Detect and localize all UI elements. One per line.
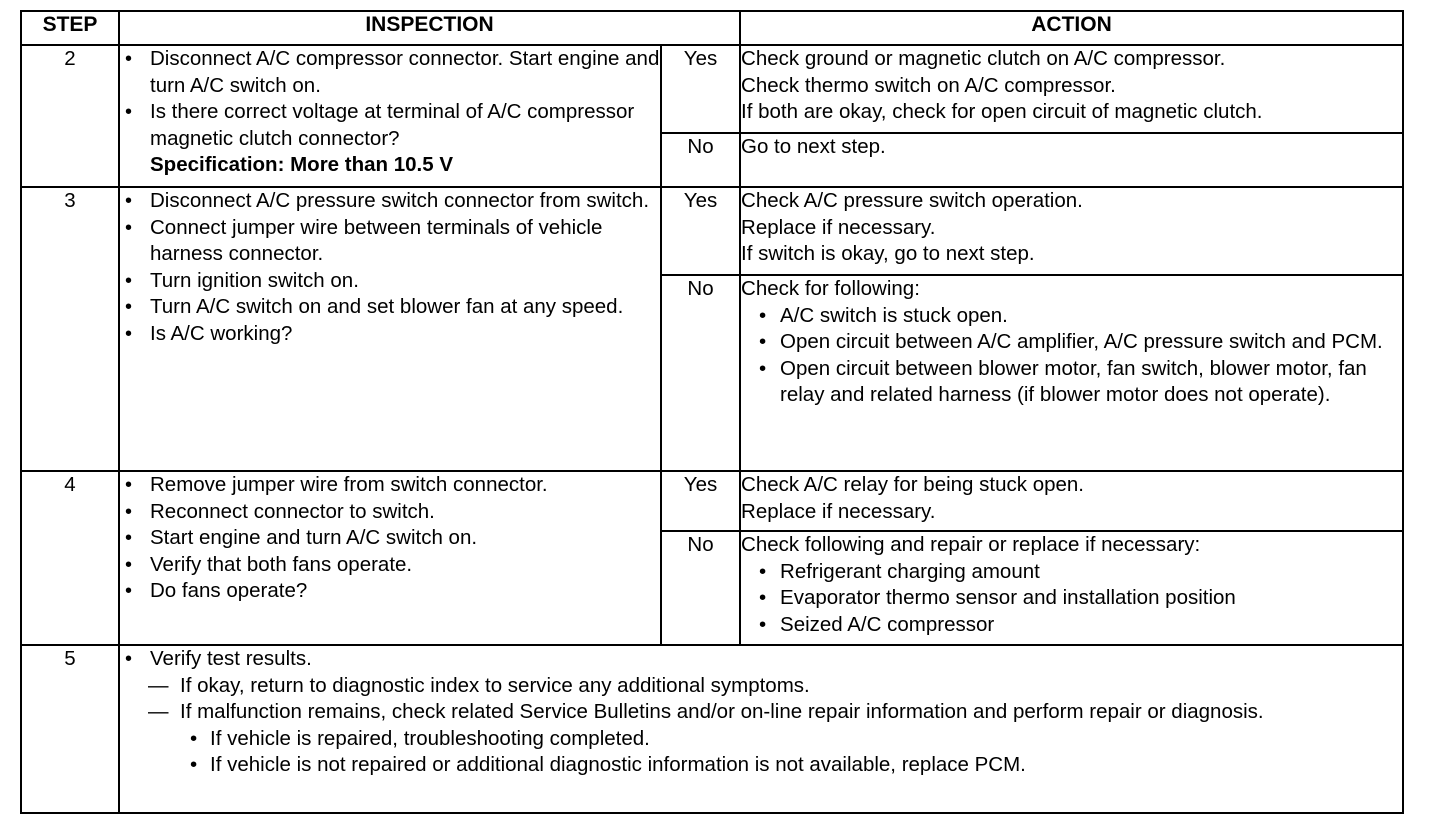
list-item: • Open circuit between A/C amplifier, A/C pressure switch and PCM. (753, 329, 1402, 356)
action-line: If switch is okay, go to next step. (741, 242, 1035, 265)
step-number: 4 (21, 471, 119, 645)
header-step: STEP (21, 11, 119, 45)
list-item: • If vehicle is not repaired or additional diagnostic information is not available, replace PCM. (180, 752, 1402, 779)
no-action (740, 275, 1403, 471)
action-line: Go to next step. (741, 135, 886, 158)
specification: Specification: More than 10.5 V (150, 153, 454, 176)
action-line: Check ground or magnetic clutch on A/C compressor. (741, 47, 1226, 70)
yes-label: Yes (661, 471, 740, 531)
list-item: • Reconnect connector to switch. (120, 499, 660, 526)
inspection-cell (119, 645, 1403, 813)
action-line: Check thermo switch on A/C compressor. (741, 73, 1116, 97)
header-inspection: INSPECTION (119, 11, 740, 45)
list-item: • Start engine and turn A/C switch on. (120, 525, 660, 552)
yes-action (740, 471, 1403, 531)
list-item: • Open circuit between blower motor, fan switch, blower motor, fan relay and related harness (if blower motor does not operate). (753, 356, 1402, 409)
no-label: No (661, 531, 740, 645)
action-line: Replace if necessary. (741, 215, 936, 239)
no-label: No (661, 275, 740, 471)
no-action (740, 531, 1403, 645)
list-item: • Evaporator thermo sensor and installation position (753, 585, 1402, 612)
action-line: Replace if necessary. (741, 499, 936, 523)
list-item: • Do fans operate? (120, 578, 660, 605)
header-action: ACTION (740, 11, 1403, 45)
step-number: 5 (21, 645, 119, 813)
inspection-cell (119, 187, 661, 471)
step-number: 2 (21, 45, 119, 187)
list-item: • Is A/C working? (120, 321, 660, 348)
action-line: If both are okay, check for open circuit of magnetic clutch. (741, 100, 1263, 123)
list-item: • Disconnect A/C compressor connector. Start engine and turn A/C switch on. (120, 46, 660, 99)
table-row (21, 187, 1403, 275)
action-line: Check following and repair or replace if necessary: (741, 533, 1201, 556)
action-line: Check for following: (741, 277, 920, 300)
list-item: • If vehicle is repaired, troubleshooting completed. (180, 726, 1402, 753)
inspection-cell (119, 471, 661, 645)
table-row (21, 471, 1403, 531)
action-line: Check A/C relay for being stuck open. (741, 473, 1085, 496)
inspection-cell (119, 45, 661, 187)
action-line: Check A/C pressure switch operation. (741, 189, 1083, 212)
yes-label: Yes (661, 45, 740, 133)
header-row (21, 11, 1403, 45)
list-item: • Seized A/C compressor (753, 612, 1402, 639)
table-row (21, 645, 1403, 813)
list-item: • Verify test results. (120, 646, 1402, 673)
list-item: • Is there correct voltage at terminal of A/C compressor magnetic clutch connector? Specification: More than 10.5 V (120, 99, 660, 179)
no-label: No (661, 133, 740, 187)
no-action (740, 133, 1403, 187)
list-item: • Refrigerant charging amount (753, 559, 1402, 586)
yes-label: Yes (661, 187, 740, 275)
step-number: 3 (21, 187, 119, 471)
list-item: • Disconnect A/C pressure switch connector from switch. (120, 188, 660, 215)
list-item: • Remove jumper wire from switch connector. (120, 472, 660, 499)
list-item: • Turn A/C switch on and set blower fan at any speed. (120, 294, 660, 321)
dash-item: — If okay, return to diagnostic index to service any additional symptoms. (120, 673, 1402, 700)
list-item: • A/C switch is stuck open. (753, 303, 1402, 330)
troubleshooting-table (20, 10, 1404, 814)
yes-action (740, 45, 1403, 133)
table-row (21, 45, 1403, 133)
yes-action (740, 187, 1403, 275)
list-item: • Connect jumper wire between terminals of vehicle harness connector. (120, 215, 660, 268)
list-item: • Turn ignition switch on. (120, 268, 660, 295)
list-item: • Verify that both fans operate. (120, 552, 660, 579)
dash-item: — If malfunction remains, check related Service Bulletins and/or on-line repair information and perform repair or diagnosis. (120, 699, 1402, 726)
